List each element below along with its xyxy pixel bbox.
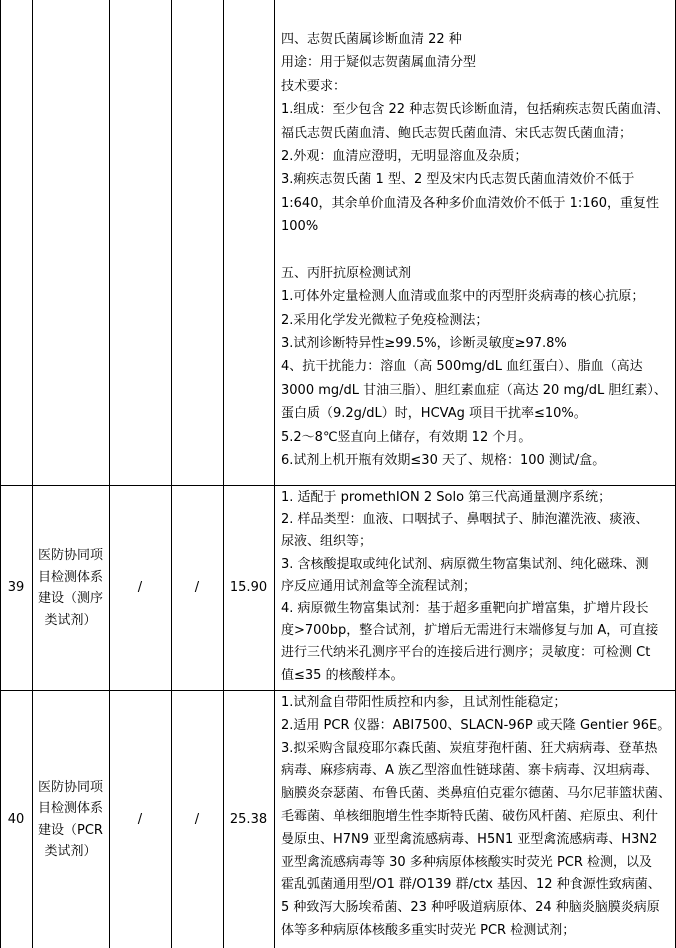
requirements-cell: [281, 28, 673, 472]
requirement-line: 1.组成：至少包含 22 种志贺氏诊断血清，包括痢疾志贺氏菌血清、: [281, 102, 670, 118]
requirement-line: 4. 病原微生物富集试剂：基于超多重靶向扩增富集，扩增片段长: [281, 600, 649, 616]
category-line: 目检测体系: [37, 569, 103, 585]
requirement-line: 进行三代纳米孔测序平台的连接后进行测序；灵敏度：可检测 Ct: [281, 645, 651, 661]
category-line: 建设（PCR: [38, 822, 103, 838]
category-line: 医防协同项: [37, 779, 103, 795]
requirement-line: 2. 样品类型：血液、口咽拭子、鼻咽拭子、肺泡灌洗液、痰液、: [281, 512, 649, 528]
requirement-line: 度>700bp，整合试剂，扩增后无需进行末端修复与加 A，可直接: [281, 623, 659, 639]
requirement-line: 1.试剂盒自带阳性质控和内参，且试剂性能稳定；: [281, 695, 567, 710]
requirement-line: 1:640，其余单价血清及各种多价血清效价不低于 1:160，重复性: [281, 195, 660, 211]
requirement-line: 1.可体外定量检测人血清或血浆中的丙型肝炎病毒的核心抗原；: [281, 289, 645, 305]
col3-cell: /: [137, 811, 143, 827]
category-line: 建设（测序: [37, 591, 103, 606]
requirement-line: 4、抗干扰能力：溶血（高 500mg/dL 血红蛋白）、脂血（高达: [281, 359, 643, 375]
requirement-line: 2.外观：血清应澄明，无明显溶血及杂质；: [281, 148, 528, 164]
requirement-line: 5 种致泻大肠埃希菌、23 种呼吸道病原体、24 种脑炎脑膜炎病原: [281, 900, 660, 916]
category-cell: [32, 691, 109, 948]
requirement-line: 五、丙肝抗原检测试剂: [281, 265, 412, 281]
row-index: 39: [7, 580, 25, 596]
requirement-line: 序反应通用试剂盒等全流程试剂；: [281, 578, 477, 594]
requirements-cell: [281, 692, 673, 943]
column-divider: [274, 0, 275, 948]
requirement-line: 体等多种病原体核酸多重实时荧光 PCR 检测试剂；: [281, 922, 576, 938]
requirement-line: 四、志贺氏菌属诊断血清 22 种: [281, 32, 462, 47]
category-line: 医防协同项: [37, 548, 103, 563]
requirement-line: 霍乱弧菌通用型/O1 群/O139 群/ctx 基因、12 种食源性致病菌、: [281, 877, 661, 893]
requirement-line: 用途：用于疑似志贺菌属血清分型: [281, 55, 477, 71]
requirement-line: 2.适用 PCR 仪器：ABI7500、SLACN-96P 或天隆 Gentier 96E。: [281, 717, 671, 733]
requirement-line: 5.2～8℃竖直向上储存，有效期 12 个月。: [281, 429, 532, 445]
col3-cell: /: [137, 580, 143, 596]
row-index: 40: [7, 811, 25, 827]
requirement-line: 脑膜炎奈瑟菌、布鲁氏菌、类鼻疽伯克霍尔德菌、马尔尼菲篮状菌、: [281, 786, 672, 802]
col4-cell: /: [194, 580, 200, 596]
category-line: 类试剂）: [44, 844, 97, 859]
requirement-line: 3. 含核酸提取或纯化试剂、病原微生物富集试剂、纯化磁珠、测: [281, 556, 649, 572]
requirement-line: 病毒、麻疹病毒、A 族乙型溶血性链球菌、寨卡病毒、汉坦病毒、: [281, 763, 659, 779]
amount-cell: 15.90: [229, 580, 268, 596]
requirement-line: 6.试剂上机开瓶有效期≤30 天了、规格：100 测试/盒。: [281, 453, 606, 469]
requirement-line: 3.拟采购含鼠疫耶尔森氏菌、炭疽芽孢杆菌、狂犬病病毒、登革热: [281, 740, 658, 756]
requirement-line: 尿液、组织等；: [281, 534, 373, 550]
requirement-line: 2.采用化学发光微粒子免疫检测法；: [281, 312, 489, 328]
amount-cell: 25.38: [229, 811, 268, 827]
requirement-line: 亚型禽流感病毒等 30 多种病原体核酸实时荧光 PCR 检测，以及: [281, 854, 653, 870]
requirement-line: 1. 适配于 promethION 2 Solo 第三代高通量测序系统；: [281, 490, 612, 505]
category-line: 目检测体系: [37, 801, 103, 816]
requirement-line: 技术要求：: [281, 78, 347, 94]
requirement-line: 100%: [281, 219, 319, 235]
requirement-line: 福氏志贺氏菌血清、鲍氏志贺氏菌血清、宋氏志贺氏菌血清；: [281, 125, 633, 141]
col4-cell: /: [194, 811, 200, 827]
requirement-line: 蛋白质（9.2g/dL）时，HCVAg 项目干扰率≤10%。: [281, 406, 587, 422]
category-cell: [32, 486, 109, 690]
requirement-line: 毛霉菌、单核细胞增生性李斯特氏菌、破伤风杆菌、疟原虫、利什: [281, 808, 659, 824]
blank-line: [281, 239, 673, 262]
requirement-line: 曼原虫、H7N9 亚型禽流感病毒、H5N1 亚型禽流感病毒、H3N2: [281, 831, 658, 847]
requirement-line: 值≤35 的核酸样本。: [281, 667, 404, 683]
requirement-line: 3000 mg/dL 甘油三脂）、胆红素血症（高达 20 mg/dL 胆红素）、: [281, 382, 667, 398]
requirements-cell: [281, 487, 673, 687]
requirement-line: 3.痢疾志贺氏菌 1 型、2 型及宋内氏志贺氏菌血清效价不低于: [281, 172, 635, 188]
requirement-line: 3.试剂诊断特异性≥99.5%，诊断灵敏度≥97.8%: [281, 336, 567, 352]
category-line: 类试剂）: [44, 612, 97, 628]
